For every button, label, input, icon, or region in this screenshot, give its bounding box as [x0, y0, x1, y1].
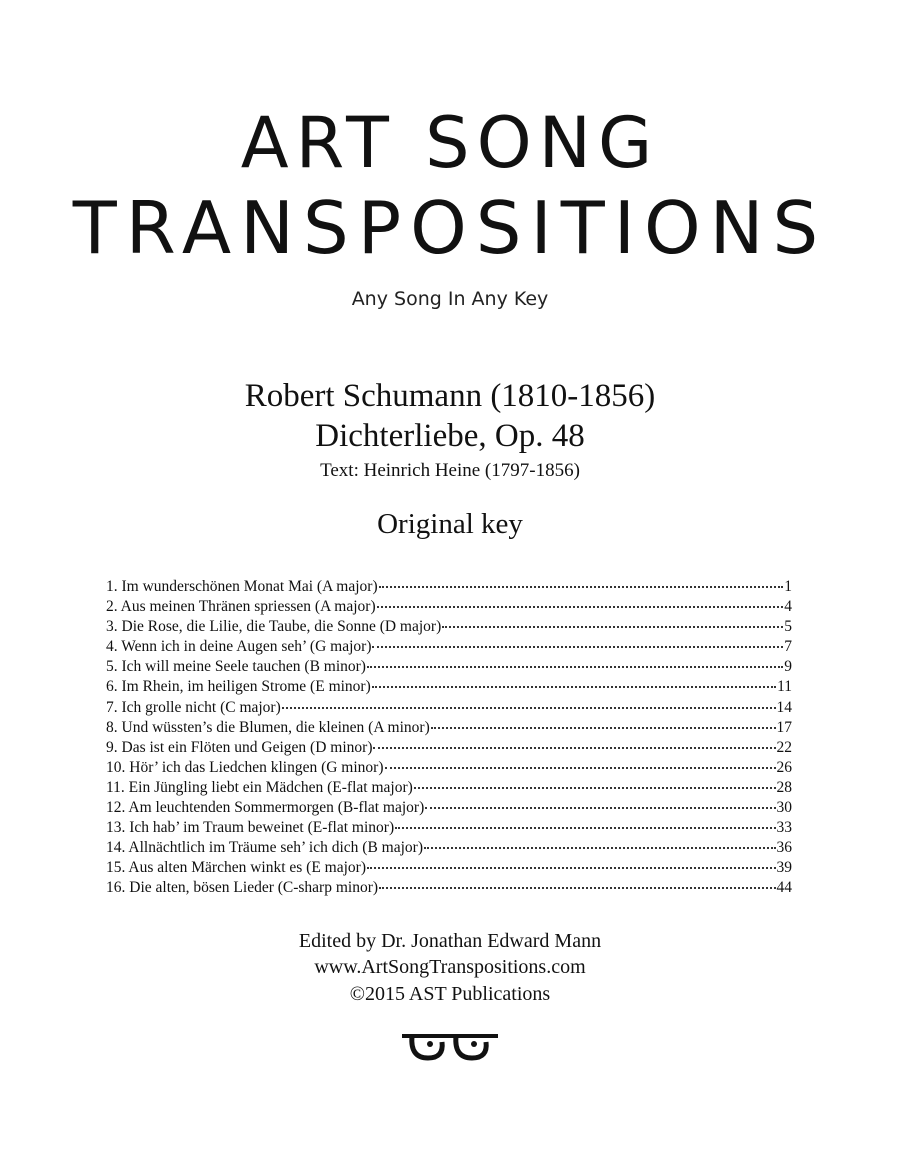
toc-entry — [106, 577, 792, 597]
table-of-contents — [106, 577, 792, 899]
toc-dot-leader — [425, 806, 775, 809]
toc-entry — [106, 738, 792, 758]
toc-dot-leader — [379, 585, 784, 588]
toc-entry-page: 4 — [784, 598, 792, 616]
composer: Robert Schumann (1810-1856) — [244, 378, 656, 414]
toc-entry — [106, 617, 792, 637]
toc-entry-page: 36 — [776, 839, 792, 857]
toc-dot-leader — [377, 605, 784, 608]
toc-entry — [106, 718, 792, 738]
toc-dot-leader — [385, 766, 776, 769]
toc-entry-page: 9 — [784, 658, 792, 676]
toc-entry-page: 33 — [776, 819, 792, 837]
toc-entry-title: 8. Und wüssten’s die Blumen, die kleinen (A minor) — [106, 718, 430, 736]
toc-entry — [106, 657, 792, 677]
toc-entry-page: 26 — [776, 758, 792, 776]
toc-entry-title: 5. Ich will meine Seele tauchen (B minor) — [106, 658, 366, 676]
toc-entry — [106, 858, 792, 878]
toc-entry — [106, 778, 792, 798]
ast-logo-icon — [400, 1032, 500, 1062]
toc-entry-page: 11 — [777, 678, 792, 696]
brand-title-line1: ART SONG — [240, 102, 660, 184]
toc-entry-page: 14 — [776, 698, 792, 716]
toc-entry-page: 22 — [776, 738, 792, 756]
toc-dot-leader — [395, 826, 775, 829]
toc-dot-leader — [424, 846, 776, 849]
editor-credit: Edited by Dr. Jonathan Edward Mann — [298, 930, 602, 952]
text-credit: Text: Heinrich Heine (1797-1856) — [320, 460, 580, 481]
toc-entry-title: 1. Im wunderschönen Monat Mai (A major) — [106, 578, 378, 595]
toc-dot-leader — [367, 866, 776, 869]
toc-entry — [106, 758, 792, 778]
toc-dot-leader — [431, 726, 776, 729]
key-label: Original key — [377, 508, 523, 540]
toc-dot-leader — [379, 886, 775, 889]
toc-entry-title: 3. Die Rose, die Lilie, die Taube, die Sonne (D major) — [106, 618, 442, 636]
toc-entry-title: 11. Ein Jüngling liebt ein Mädchen (E-flat major) — [106, 778, 413, 796]
toc-dot-leader — [442, 625, 783, 628]
brand-title-line2: TRANSPOSITIONS — [72, 186, 828, 270]
tagline: Any Song In Any Key — [351, 288, 549, 310]
toc-entry-page: 7 — [784, 638, 792, 656]
toc-dot-leader — [372, 685, 776, 688]
toc-entry-title: 12. Am leuchtenden Sommermorgen (B-flat major) — [106, 799, 425, 817]
toc-dot-leader — [282, 706, 776, 709]
toc-dot-leader — [373, 746, 775, 749]
work-title: Dichterliebe, Op. 48 — [315, 418, 585, 454]
toc-entry — [106, 878, 792, 898]
toc-entry — [106, 798, 792, 818]
toc-entry-page: 28 — [776, 778, 792, 796]
toc-entry-title: 10. Hör’ ich das Liedchen klingen (G minor) — [106, 758, 384, 776]
toc-dot-leader — [372, 645, 783, 648]
toc-entry — [106, 677, 792, 697]
toc-entry-page: 30 — [776, 799, 792, 817]
toc-entry-title: 4. Wenn ich in deine Augen seh’ (G major) — [106, 638, 372, 656]
toc-entry — [106, 818, 792, 838]
toc-entry — [106, 637, 792, 657]
copyright: ©2015 AST Publications — [349, 983, 551, 1005]
toc-dot-leader — [367, 665, 783, 668]
toc-entry-page: 17 — [776, 718, 792, 736]
toc-entry — [106, 838, 792, 858]
toc-entry-title: 6. Im Rhein, im heiligen Strome (E minor) — [106, 678, 371, 696]
toc-entry-title: 13. Ich hab’ im Traum beweinet (E-flat minor) — [106, 819, 395, 837]
toc-entry-title: 2. Aus meinen Thränen spriessen (A major) — [106, 598, 376, 616]
toc-entry — [106, 698, 792, 718]
toc-entry-page: 39 — [776, 859, 792, 877]
toc-entry-title: 15. Aus alten Märchen winkt es (E major) — [106, 859, 366, 877]
toc-entry-page: 1 — [784, 578, 792, 595]
toc-entry-page: 44 — [776, 879, 792, 897]
toc-entry-title: 9. Das ist ein Flöten und Geigen (D minor) — [106, 738, 373, 756]
toc-entry-page: 5 — [784, 618, 792, 636]
toc-entry-title: 14. Allnächtlich im Träume seh’ ich dich (B major) — [106, 839, 423, 857]
toc-entry — [106, 597, 792, 617]
toc-entry-title: 16. Die alten, bösen Lieder (C-sharp minor) — [106, 879, 379, 897]
website: www.ArtSongTranspositions.com — [314, 956, 586, 978]
toc-dot-leader — [414, 786, 776, 789]
toc-entry-title: 7. Ich grolle nicht (C major) — [106, 698, 281, 716]
